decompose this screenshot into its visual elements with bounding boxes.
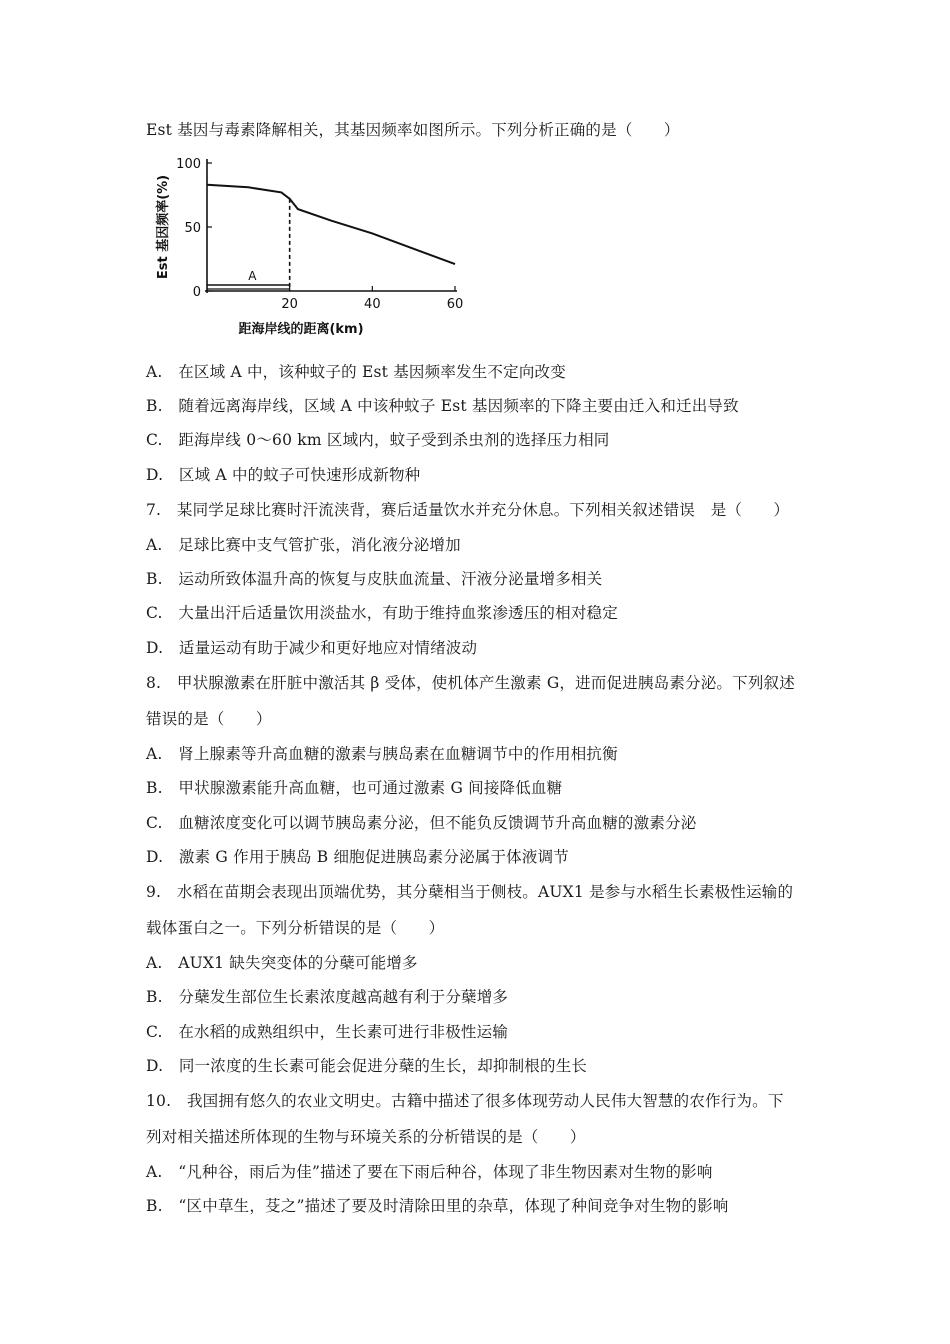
q9-stem-line2: 载体蛋白之一。下列分析错误的是（ ） (146, 919, 445, 937)
q7-option-c: C. 大量出汗后适量饮用淡盐水，有助于维持血浆渗透压的相对稳定 (146, 604, 618, 622)
q9-option-a: A. AUX1 缺失突变体的分蘖可能增多 (146, 954, 418, 972)
q6-option-c: C. 距海岸线 0～60 km 区域内，蚊子受到杀虫剂的选择压力相同 (146, 431, 610, 449)
y-tick-label: 100 (176, 157, 201, 172)
q10-option-a: A. “凡种谷，雨后为佳”描述了要在下雨后种谷，体现了非生物因素对生物的影响 (146, 1163, 713, 1181)
q9-option-d: D. 同一浓度的生长素可能会促进分蘖的生长，却抑制根的生长 (146, 1057, 588, 1075)
q8-option-b: B. 甲状腺激素能升高血糖，也可通过激素 G 间接降低血糖 (146, 779, 563, 797)
gene-frequency-chart (150, 150, 480, 345)
q8-stem-line2: 错误的是（ ） (146, 710, 272, 728)
q8-option-a: A. 肾上腺素等升高血糖的激素与胰岛素在血糖调节中的作用相抗衡 (146, 745, 618, 763)
question-6-intro: Est 基因与毒素降解相关，其基因频率如图所示。下列分析正确的是（ ） (146, 121, 680, 139)
y-tick-label: 0 (192, 285, 201, 300)
q7-option-a: A. 足球比赛中支气管扩张，消化液分泌增加 (146, 536, 461, 554)
q10-stem-line1: 10. 我国拥有悠久的农业文明史。古籍中描述了很多体现劳动人民伟大智慧的农作行为。下 (146, 1092, 784, 1110)
x-tick-label: 60 (446, 297, 464, 312)
chart-svg (150, 150, 480, 345)
series-line (207, 185, 455, 264)
y-axis-label: Est 基因频率(%) (156, 174, 171, 280)
y-tick-label: 50 (184, 221, 201, 236)
q8-stem-line1: 8. 甲状腺激素在肝脏中激活其 β 受体，使机体产生激素 G，进而促进胰岛素分泌。下列叙述 (146, 674, 795, 692)
x-axis-label: 距海岸线的距离(km) (238, 322, 364, 337)
q6-option-b: B. 随着远离海岸线，区域 A 中该种蚊子 Est 基因频率的下降主要由迁入和迁出导致 (146, 397, 739, 415)
q8-option-d: D. 激素 G 作用于胰岛 B 细胞促进胰岛素分泌属于体液调节 (146, 848, 569, 866)
x-tick-label: 20 (281, 297, 298, 312)
q10-option-b: B. “区中草生，芟之”描述了要及时清除田里的杂草，体现了种间竞争对生物的影响 (146, 1197, 729, 1215)
q10-stem-line2: 列对相关描述所体现的生物与环境关系的分析错误的是（ ） (146, 1128, 586, 1146)
q6-option-a: A. 在区域 A 中，该种蚊子的 Est 基因频率发生不定向改变 (146, 363, 566, 381)
x-tick-label: 40 (364, 297, 381, 312)
q9-stem-line1: 9. 水稻在苗期会表现出顶端优势，其分蘖相当于侧枝。AUX1 是参与水稻生长素极性运输的 (146, 883, 794, 901)
q7-option-b: B. 运动所致体温升高的恢复与皮肤血流量、汗液分泌量增多相关 (146, 570, 603, 588)
q7-option-d: D. 适量运动有助于减少和更好地应对情绪波动 (146, 639, 478, 657)
q7-stem: 7. 某同学足球比赛时汗流浃背，赛后适量饮水并充分休息。下列相关叙述错误 是（ ） (146, 501, 790, 519)
q9-option-b: B. 分蘖发生部位生长素浓度越高越有利于分蘖增多 (146, 988, 509, 1006)
q6-option-d: D. 区域 A 中的蚊子可快速形成新物种 (146, 466, 421, 484)
q9-option-c: C. 在水稻的成熟组织中，生长素可进行非极性运输 (146, 1023, 509, 1041)
q8-option-c: C. 血糖浓度变化可以调节胰岛素分泌，但不能负反馈调节升高血糖的激素分泌 (146, 814, 697, 832)
region-a-label: A (248, 269, 257, 283)
